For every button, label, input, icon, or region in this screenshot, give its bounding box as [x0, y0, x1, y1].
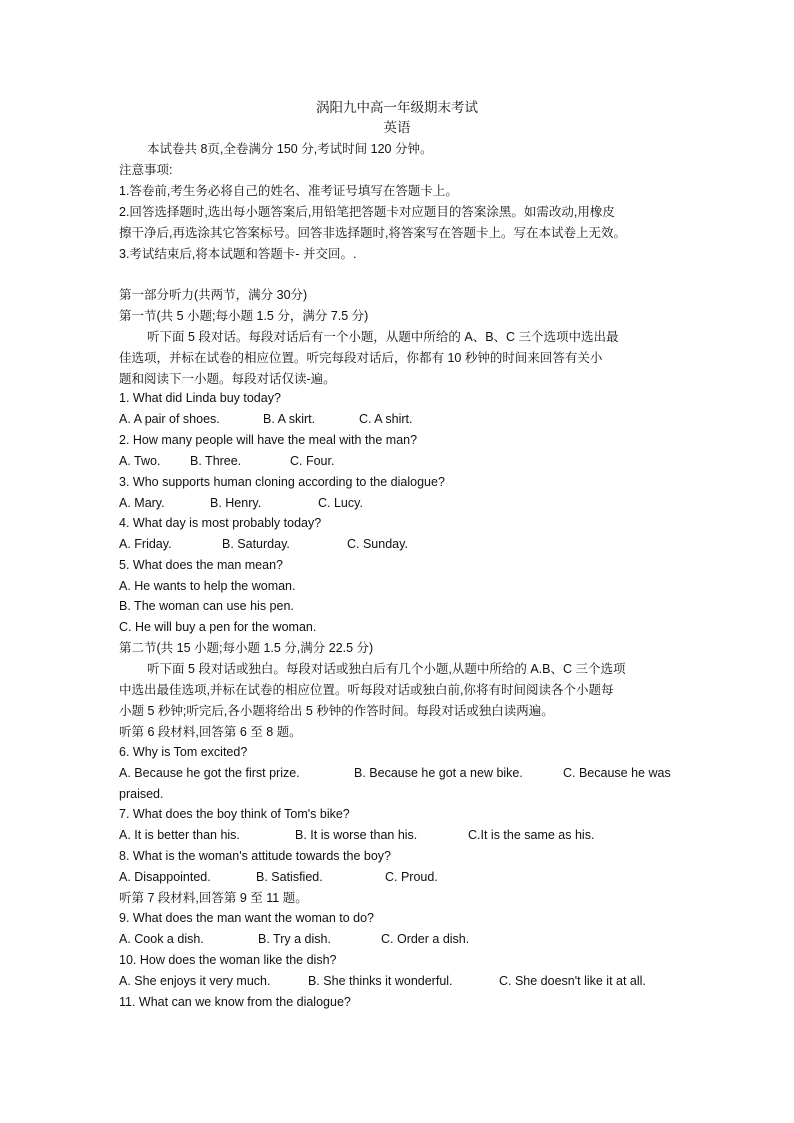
q6-option-b: B. Because he got a new bike. [354, 766, 523, 780]
note-item-2-cont: 擦干净后,再选涂其它答案标号。回答非选择题时,将答案写在答题卡上。写在本试卷上无效。 [119, 226, 626, 240]
q4-option-c: C. Sunday. [347, 537, 408, 551]
exam-intro: 本试卷共 8页,全卷满分 150 分,考试时间 120 分钟。 [147, 142, 433, 156]
exam-subject: 英语 [383, 120, 411, 135]
question-3: 3. Who supports human cloning according to the dialogue? [119, 475, 445, 489]
q7-option-c: C.It is the same as his. [468, 828, 595, 842]
q10-option-c: C. She doesn't like it at all. [499, 974, 646, 988]
material-6-note: 听第 6 段材料,回答第 6 至 8 题。 [119, 725, 302, 739]
part1-heading: 第一部分听力(共两节，满分 30分) [119, 288, 308, 302]
q10-option-b: B. She thinks it wonderful. [308, 974, 453, 988]
q7-option-a: A. It is better than his. [119, 828, 240, 842]
question-6: 6. Why is Tom excited? [119, 745, 248, 759]
q2-option-b: B. Three. [190, 454, 242, 468]
section1-instructions-1: 听下面 5 段对话。每段对话后有一个小题，从题中所给的 A、B、C 三个选项中选出最 [147, 330, 619, 344]
q1-option-a: A. A pair of shoes. [119, 412, 220, 426]
q4-option-b: B. Saturday. [222, 537, 290, 551]
q3-option-c: C. Lucy. [318, 496, 363, 510]
question-10: 10. How does the woman like the dish? [119, 953, 337, 967]
question-1: 1. What did Linda buy today? [119, 391, 281, 405]
material-7-note: 听第 7 段材料,回答第 9 至 11 题。 [119, 891, 308, 905]
q7-option-b: B. It is worse than his. [295, 828, 418, 842]
q9-option-b: B. Try a dish. [258, 932, 331, 946]
question-2: 2. How many people will have the meal with the man? [119, 433, 418, 447]
section2-instructions-3: 小题 5 秒钟;听完后,各小题将给出 5 秒钟的作答时间。每段对话或独白读两遍。 [119, 704, 554, 718]
question-4: 4. What day is most probably today? [119, 516, 322, 530]
q9-option-c: C. Order a dish. [381, 932, 470, 946]
q9-option-a: A. Cook a dish. [119, 932, 204, 946]
question-11: 11. What can we know from the dialogue? [119, 995, 351, 1009]
section2-instructions-1: 听下面 5 段对话或独白。每段对话或独白后有几个小题,从题中所给的 A.B、C 三个选项 [147, 662, 626, 676]
q3-option-b: B. Henry. [210, 496, 262, 510]
q10-option-a: A. She enjoys it very much. [119, 974, 271, 988]
question-9: 9. What does the man want the woman to do? [119, 911, 375, 925]
section1-heading: 第一节(共 5 小题;每小题 1.5 分，满分 7.5 分) [119, 309, 369, 323]
q3-option-a: A. Mary. [119, 496, 165, 510]
q5-option-c: C. He will buy a pen for the woman. [119, 620, 317, 634]
section2-heading: 第二节(共 15 小题;每小题 1.5 分,满分 22.5 分) [119, 641, 374, 655]
question-7: 7. What does the boy think of Tom's bike? [119, 807, 350, 821]
note-item-2: 2.回答选择题时,选出每小题答案后,用铅笔把答题卡对应题目的答案涂黑。如需改动,用橡皮 [119, 205, 615, 219]
note-item-1: 1.答卷前,考生务必将自己的姓名、准考证号填写在答题卡上。 [119, 184, 458, 198]
q1-option-c: C. A shirt. [359, 412, 413, 426]
q8-option-a: A. Disappointed. [119, 870, 211, 884]
q6-option-c: C. Because he was [563, 766, 671, 780]
section1-instructions-3: 题和阅读下一小题。每段对话仅读-遍。 [119, 372, 336, 386]
notes-heading: 注意事项: [119, 163, 173, 177]
section2-instructions-2: 中选出最佳选项,并标在试卷的相应位置。听每段对话或独白前,你将有时间阅读各个小题每 [119, 683, 614, 697]
q6-option-c-cont: praised. [119, 787, 164, 801]
q8-option-c: C. Proud. [385, 870, 438, 884]
q5-option-a: A. He wants to help the woman. [119, 579, 296, 593]
question-5: 5. What does the man mean? [119, 558, 283, 572]
q6-option-a: A. Because he got the first prize. [119, 766, 300, 780]
exam-title: 涡阳九中高一年级期末考试 [316, 100, 478, 115]
q4-option-a: A. Friday. [119, 537, 172, 551]
q1-option-b: B. A skirt. [263, 412, 316, 426]
q2-option-a: A. Two. [119, 454, 161, 468]
q5-option-b: B. The woman can use his pen. [119, 599, 294, 613]
note-item-3: 3.考试结束后,将本试题和答题卡- 并交回。. [119, 247, 357, 261]
question-8: 8. What is the woman's attitude towards the boy? [119, 849, 391, 863]
q8-option-b: B. Satisfied. [256, 870, 323, 884]
section1-instructions-2: 佳选项，并标在试卷的相应位置。听完每段对话后，你都有 10 秒钟的时间来回答有关小 [119, 351, 603, 365]
q2-option-c: C. Four. [290, 454, 335, 468]
